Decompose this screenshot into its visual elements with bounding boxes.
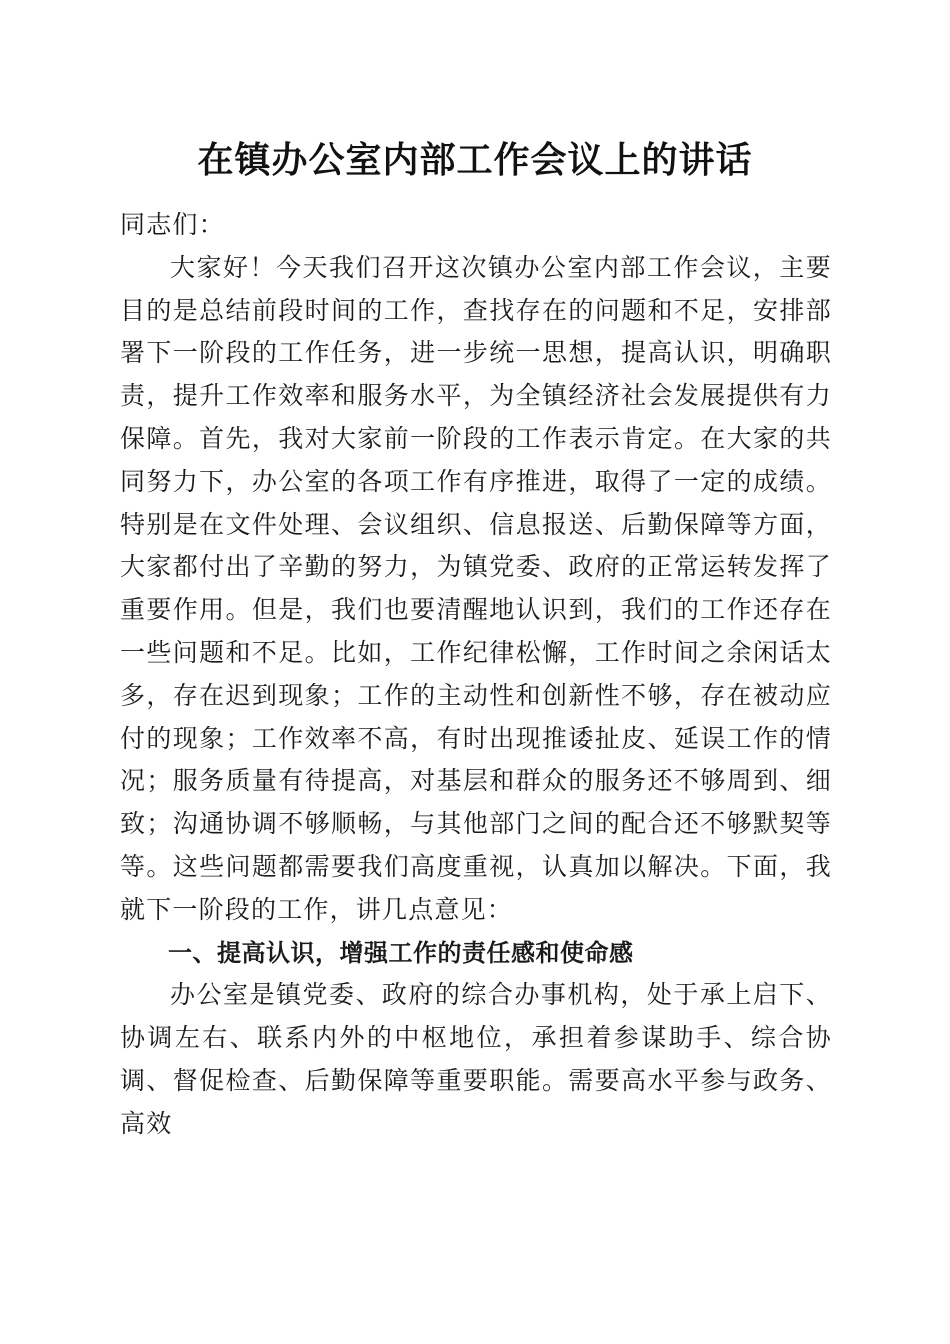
paragraph-section-1: 办公室是镇党委、政府的综合办事机构，处于承上启下、协调左右、联系内外的中枢地位，承担着参谋助手、综合协调、督促检查、后勤保障等重要职能。需要高水平参与政务、高效 xyxy=(120,980,832,1138)
salutation: 同志们： xyxy=(120,210,225,239)
paragraph-intro: 大家好！今天我们召开这次镇办公室内部工作会议，主要目的是总结前段时间的工作，查找存在的问题和不足，安排部署下一阶段的工作任务，进一步统一思想，提高认识，明确职责，提升工作效率和服务水平，为全镇经济社会发展提供有力保障。首先，我对大家前一阶段的工作表示肯定。在大家的共同努力下，办公室的各项工作有序推进，取得了一定的成绩。特别是在文件处理、会议组织、信息报送、后勤保障等方面，大家都付出了辛勤的努力，为镇党委、政府的正常运转发挥了重要作用。但是，我们也要清醒地认识到，我们的工作还存在一些问题和不足。比如，工作纪律松懈，工作时间之余闲话太多，存在迟到现象；工作的主动性和创新性不够，存在被动应付的现象；工作效率不高，有时出现推诿扯皮、延误工作的情况；服务质量有待提高，对基层和群众的服务还不够周到、细致；沟通协调不够顺畅，与其他部门之间的配合还不够默契等等。这些问题都需要我们高度重视，认真加以解决。下面，我就下一阶段的工作，讲几点意见： xyxy=(120,252,832,924)
document-title: 在镇办公室内部工作会议上的讲话 xyxy=(197,139,753,181)
section-heading-1: 一、提高认识，增强工作的责任感和使命感 xyxy=(168,938,634,967)
document-body xyxy=(120,204,832,1146)
